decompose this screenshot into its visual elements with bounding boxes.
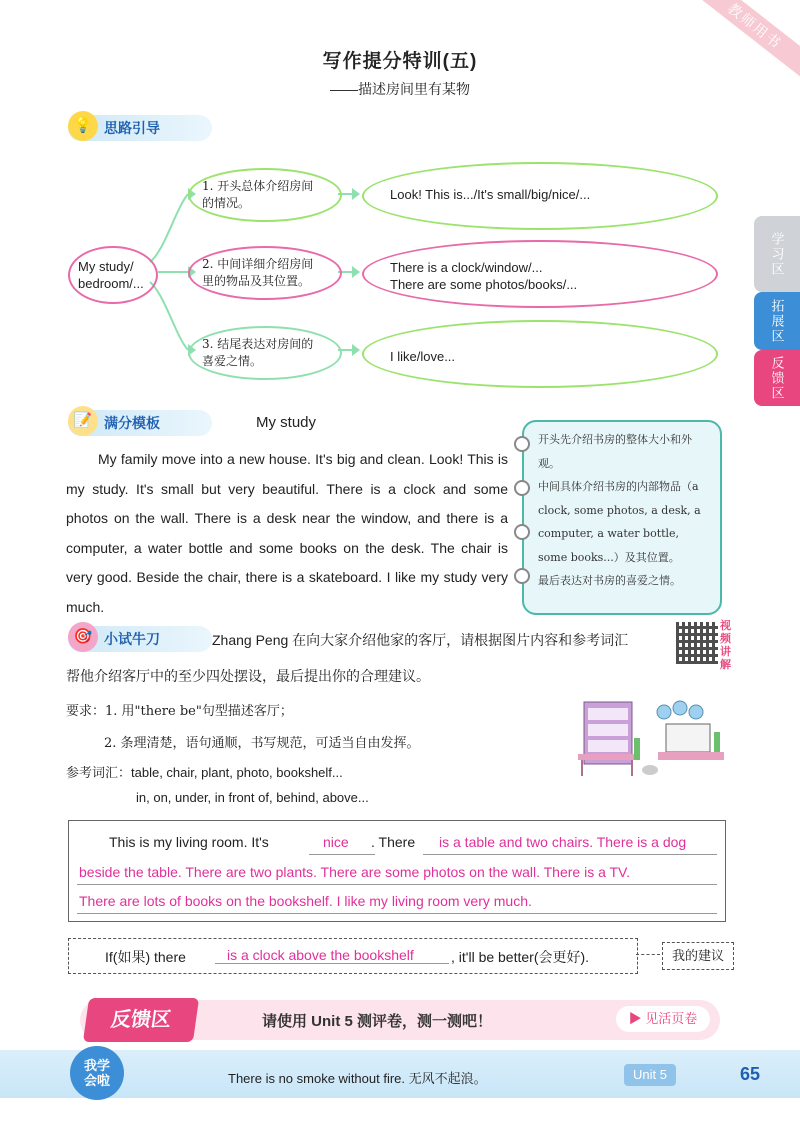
page-title: 写作提分特训(五) bbox=[322, 51, 478, 72]
section-label: 满分模板 bbox=[104, 415, 160, 431]
photo-frame bbox=[657, 705, 671, 719]
suggest-fill[interactable]: is a clock above the bookshelf bbox=[227, 947, 414, 963]
ring bbox=[514, 568, 530, 584]
requirement-1: 要求：1. 用"there be"句型描述客厅； bbox=[66, 704, 293, 719]
mindmap-branch-3-text: 3. 结尾表达对房间的 喜爱之情。 bbox=[202, 337, 314, 368]
answer-box bbox=[68, 820, 726, 922]
side-tab-expand[interactable]: 拓展区 bbox=[754, 292, 800, 350]
requirement-2: 2. 条理清楚，语句通顺，书写规范，可适当自由发挥。 bbox=[104, 736, 420, 751]
qr-code-icon[interactable] bbox=[676, 622, 718, 664]
ring bbox=[514, 436, 530, 452]
practice-prompt-line2: 帮他介绍客厅中的至少四处摆设，最后提出你的合理建议。 bbox=[66, 668, 430, 684]
vocab-line-2: in, on, under, in front of, behind, above... bbox=[136, 790, 369, 805]
target-icon: 🎯 bbox=[68, 622, 98, 652]
footer-badge: 我学会啦 bbox=[70, 1046, 124, 1100]
answer-fill-4[interactable]: There are lots of books on the bookshelf. I like my living room very much. bbox=[79, 893, 532, 909]
bookshelf-row bbox=[588, 708, 628, 720]
answer-fill-2[interactable]: is a table and two chairs. There is a dog bbox=[439, 834, 687, 850]
living-room-illustration bbox=[574, 698, 730, 782]
bookshelf-row bbox=[588, 724, 628, 736]
blank-line bbox=[423, 854, 717, 855]
mindmap-branch-2-text: 2. 中间详细介绍房间 里的物品及其位置。 bbox=[202, 257, 314, 288]
vocab-line-1: 参考词汇：table, chair, plant, photo, bookshelf... bbox=[66, 765, 343, 780]
ring bbox=[514, 480, 530, 496]
corner-ribbon: 教师用书 bbox=[689, 0, 800, 82]
template-paragraph: My family move into a new house. It's big and clean. Look! This is my study. It's small but very beautiful. There is a clock and some photos on the wall. There is a desk near the window, and there is a computer, a water bottle and some books on the desk. The chair is very good. Beside the chair, there is a skateboard. I like my study very much. bbox=[66, 451, 508, 615]
photo-frame bbox=[673, 701, 687, 715]
mindmap-branch-1-text: 1. 开头总体介绍房间 的情况。 bbox=[202, 179, 314, 210]
blank-line bbox=[309, 854, 375, 855]
tv bbox=[666, 724, 710, 752]
suggest-text-1: If(如果) there bbox=[105, 949, 186, 965]
feedback-text: 请使用 Unit 5 测评卷，测一测吧！ bbox=[262, 1013, 493, 1030]
section-tag-template bbox=[68, 410, 212, 436]
footer-proverb: There is no smoke without fire. 无风不起浪。 bbox=[228, 1071, 487, 1086]
mindmap-root-text: My study/ bedroom/... bbox=[78, 259, 144, 291]
page-number: 65 bbox=[740, 1064, 761, 1084]
note-rings bbox=[514, 436, 532, 612]
qr-caption: 视频讲解 bbox=[720, 620, 731, 671]
suggest-text-2: , it'll be better(会更好). bbox=[451, 949, 590, 965]
bookshelf-row bbox=[588, 740, 628, 752]
mindmap-sentence-1-text: Look! This is.../It's small/big/nice/... bbox=[390, 187, 591, 202]
plant bbox=[634, 738, 640, 760]
essay-title: My study bbox=[256, 414, 317, 431]
lightbulb-icon: 💡 bbox=[68, 111, 98, 141]
section-label: 思路引导 bbox=[104, 120, 160, 136]
ring bbox=[514, 524, 530, 540]
page-subtitle: ——描述房间里有某物 bbox=[330, 81, 470, 97]
section-label: 小试牛刀 bbox=[104, 631, 160, 647]
answer-fill-3[interactable]: beside the table. There are two plants. There are some photos on the wall. There is a TV. bbox=[79, 864, 630, 880]
suggest-connector bbox=[636, 954, 660, 955]
footer-unit: Unit 5 bbox=[624, 1064, 676, 1086]
photo-frame bbox=[689, 705, 703, 719]
notepad-icon: 📝 bbox=[68, 406, 98, 436]
template-note-text: 开头先介绍书房的整体大小和外观。 中间具体介绍书房的内部物品（a clock, some photos, a desk, a computer, a water bottle, some books...）及其位置。 最后表达对书房的喜爱之情。 bbox=[538, 433, 701, 587]
suggest-label: 我的建议 bbox=[662, 942, 734, 970]
side-tab-feedback[interactable]: 反馈区 bbox=[754, 350, 800, 406]
suggestion-box bbox=[68, 938, 638, 974]
play-icon: ▶ bbox=[628, 1011, 646, 1026]
writing-line bbox=[77, 884, 717, 885]
answer-fill-1[interactable]: nice bbox=[323, 834, 349, 850]
mindmap-sentence-2-text: There is a clock/window/... There are some photos/books/... bbox=[390, 260, 578, 292]
dog bbox=[642, 765, 658, 775]
plant bbox=[714, 732, 720, 752]
feedback-label: 反馈区 bbox=[83, 998, 199, 1042]
table bbox=[578, 754, 636, 760]
section-tag-guide bbox=[68, 115, 212, 141]
tv-stand bbox=[658, 752, 724, 760]
blank-line bbox=[215, 963, 449, 964]
answer-text-2: . There bbox=[371, 834, 416, 850]
section-tag-practice bbox=[68, 626, 212, 652]
answer-text-1: This is my living room. It's bbox=[109, 834, 269, 850]
feedback-button[interactable]: ▶ 见活页卷 bbox=[616, 1006, 710, 1032]
side-tab-study[interactable]: 学习区 bbox=[754, 216, 800, 292]
practice-prompt-line1: Zhang Peng 在向大家介绍他家的客厅，请根据图片内容和参考词汇 bbox=[212, 632, 629, 648]
template-note-box bbox=[522, 420, 722, 615]
mindmap-sentence-3-text: I like/love... bbox=[390, 349, 456, 364]
writing-line bbox=[77, 913, 717, 914]
